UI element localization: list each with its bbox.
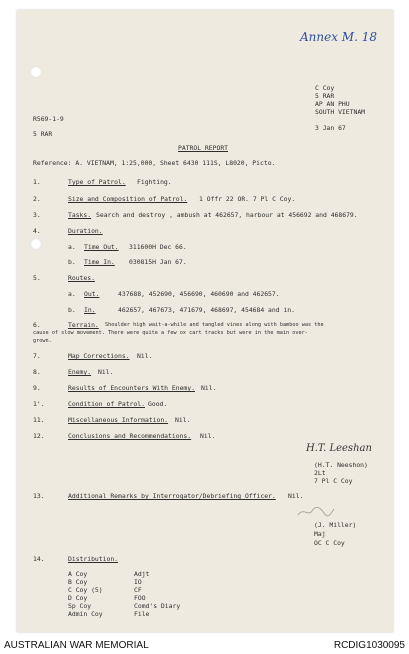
terrain-text: Shoulder high wait-a-while and tangled vines along with bamboo was the <box>105 322 324 328</box>
item-number: 5. <box>33 274 41 282</box>
distribution-entry: B Coy <box>68 578 88 586</box>
distribution-entry: CF <box>134 586 142 594</box>
item-label: In. <box>84 306 96 314</box>
item-label: Size and Composition of Patrol. <box>68 195 188 203</box>
item-number: 9. <box>33 384 41 392</box>
item-number: 6. <box>33 321 41 329</box>
distribution-entry: IO <box>134 578 142 586</box>
item-label: Miscellaneous Information. <box>68 416 169 424</box>
item-text: Nil. <box>175 416 191 424</box>
handwritten-signature: H.T. Leeshan <box>306 443 372 454</box>
item-label: Type of Patrol. <box>68 178 126 186</box>
signatory-line: 7 Pl C Coy <box>314 477 353 485</box>
item-number: 7. <box>33 352 41 360</box>
item-number: 3. <box>33 211 41 219</box>
from-unit: 5 RAR <box>33 130 53 138</box>
item-label: Distribution. <box>68 555 119 563</box>
item-label: Results of Encounters With Enemy. <box>68 384 195 392</box>
distribution-entry: C Coy (5) <box>68 586 103 594</box>
unit-line: 5 RAR <box>315 92 335 100</box>
item-text: 311600H Dec 66. <box>129 243 187 251</box>
item-number: 2. <box>33 195 41 203</box>
report-title: PATROL REPORT <box>178 144 229 152</box>
subitem-letter: b. <box>68 258 76 266</box>
signatory-line: 2Lt <box>314 469 326 477</box>
report-date: 3 Jan 67 <box>315 124 346 132</box>
item-text: Fighting. <box>137 178 172 186</box>
file-reference: R569-1-9 <box>33 115 64 123</box>
item-label: Time Out. <box>84 243 119 251</box>
item-text: 437688, 452690, 456690, 460690 and 462657. <box>118 290 280 298</box>
item-text: Nil. <box>201 384 217 392</box>
distribution-entry: File <box>134 610 150 618</box>
subitem-letter: a. <box>68 243 76 251</box>
terrain-text: cause of slow movement. There were quite a few ox cart tracks but were in the main over- <box>33 330 308 336</box>
signatory-line: (J. Miller) <box>314 521 357 529</box>
distribution-entry: Adjt <box>134 570 150 578</box>
item-text: Nil. <box>288 492 304 500</box>
item-label: Out. <box>84 290 100 298</box>
item-number: 11. <box>33 416 45 424</box>
item-label: Conclusions and Recommendations. <box>68 432 192 440</box>
signatory-line: (H.T. Neeshon) <box>314 461 368 469</box>
archive-credit: AUSTRALIAN WAR MEMORIAL <box>4 640 149 651</box>
item-number: 13. <box>33 492 45 500</box>
item-text: Search and destroy , ambush at 462657, harbour at 456692 and 468679. <box>96 211 358 219</box>
distribution-entry: Comd's Diary <box>134 602 181 610</box>
item-text: Good. <box>148 400 168 408</box>
item-label: Time In. <box>84 258 115 266</box>
unit-line: SOUTH VIETNAM <box>315 108 366 116</box>
item-number: 12. <box>33 432 45 440</box>
signatory-line: Maj <box>314 530 326 538</box>
item-label: Map Corrections. <box>68 352 130 360</box>
item-number: 14. <box>33 555 45 563</box>
distribution-entry: FOO <box>134 594 146 602</box>
item-label: Additional Remarks by Interrogator/Debriefing Officer. <box>68 492 276 500</box>
item-text: 1 Offr 22 OR. 7 Pl C Coy. <box>199 195 296 203</box>
item-label: Condition of Patrol. <box>68 400 145 408</box>
item-text: Nil. <box>98 368 114 376</box>
distribution-entry: Admin Coy <box>68 610 103 618</box>
item-text: Nil. <box>137 352 153 360</box>
punch-hole-bottom <box>30 238 42 250</box>
distribution-entry: D Coy <box>68 594 88 602</box>
signatory-line: OC C Coy <box>314 539 345 547</box>
item-text: 030815H Jan 67. <box>129 258 187 266</box>
distribution-entry: A Coy <box>68 570 88 578</box>
item-number: 1'. <box>33 400 45 408</box>
item-text: Nil. <box>200 432 216 440</box>
distribution-entry: Sp Coy <box>68 602 92 610</box>
subitem-letter: b. <box>68 306 76 314</box>
handwritten-annotation: Annex M. 18 <box>300 30 377 44</box>
reference-line: Reference: A. VIETNAM, 1:25,000, Sheet 6430 111S, L8020, Picto. <box>33 159 276 167</box>
item-label: Tasks. <box>68 211 92 219</box>
item-number: 8. <box>33 368 41 376</box>
item-number: 1. <box>33 178 41 186</box>
item-label: Routes. <box>68 274 95 282</box>
subitem-letter: a. <box>68 290 76 298</box>
unit-line: C Coy <box>315 84 335 92</box>
faint-signature <box>296 505 336 519</box>
terrain-text: grown. <box>33 338 52 344</box>
punch-hole-top <box>30 66 42 78</box>
item-label: Terrain. <box>68 321 99 329</box>
unit-line: AP AN PHU <box>315 100 350 108</box>
item-label: Enemy. <box>68 368 92 376</box>
item-text: 462657, 467673, 471679, 468697, 454684 and in. <box>118 306 295 314</box>
item-number: 4. <box>33 227 41 235</box>
archive-id: RCDIG1030095 <box>333 640 405 651</box>
item-label: Duration. <box>68 227 103 235</box>
